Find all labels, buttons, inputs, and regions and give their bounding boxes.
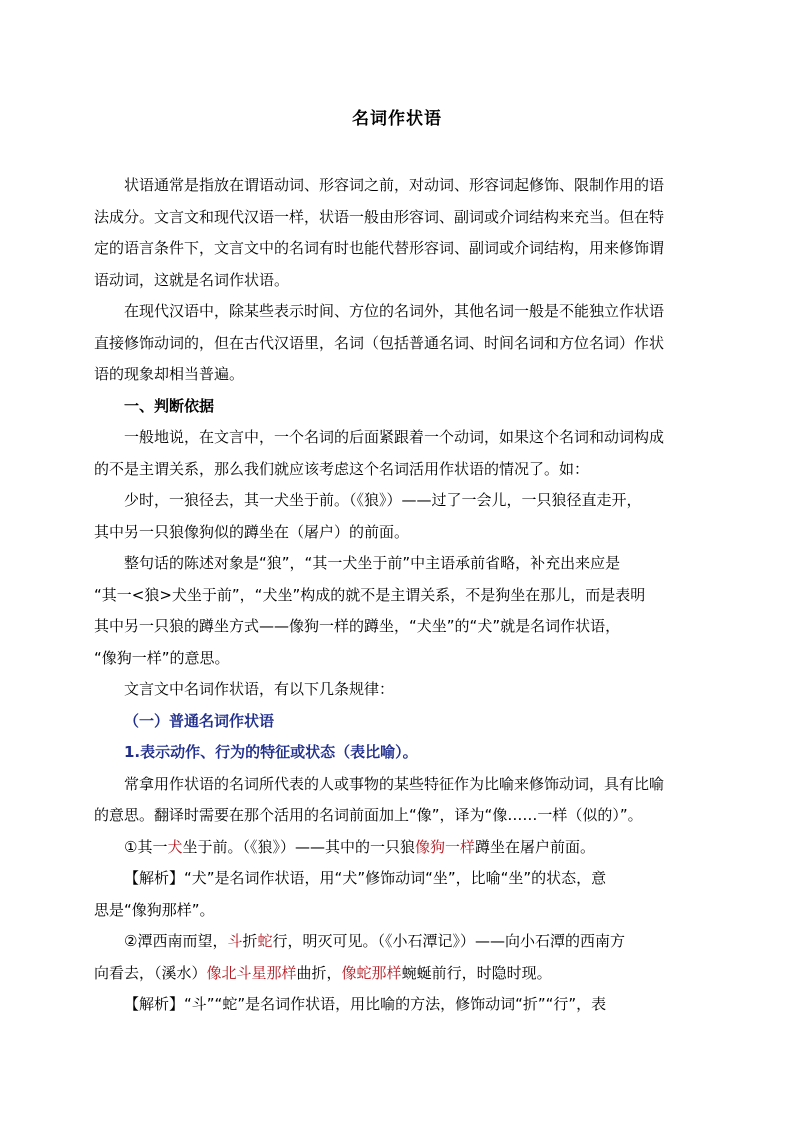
example-text: 向看去，（溪水） [94,963,207,982]
analysis-line: 【解析】“斗”“蛇”是名词作状语，用比喻的方法，修饰动词“折”“行”，表 [124,995,607,1013]
paragraph-line: 语动词，这就是名词作状语。 [94,270,290,289]
example-text: 坐于前。（《狼》）——其中的一只狼 [182,837,415,856]
highlight-word: 犬 [167,837,183,856]
paragraph-line: 文言文中名词作状语，有以下几条规律： [124,680,395,698]
highlight-word: 蛇 [257,932,273,950]
analysis-line: 【解析】“犬”是名词作状语，用“犬”修饰动词“坐”，比喻“坐”的状态，意 [124,869,607,887]
rule-heading: 1.表示动作、行为的特征或状态（表比喻）。 [124,743,418,761]
paragraph-line: 状语通常是指放在谓语动词、形容词之前，对动词、形容词起修饰、限制作用的语 [124,176,665,194]
example-text: ②潭西南而望， [124,932,228,950]
paragraph-line: 一般地说，在文言中，一个名词的后面紧跟着一个动词，如果这个名词和动词构成 [124,428,665,446]
subsection-heading: （一）普通名词作状语 [124,711,275,730]
section-heading: 一、判断依据 [124,396,215,415]
paragraph-line: 定的语言条件下，文言文中的名词有时也能代替形容词、副词或介词结构，用来修饰谓 [94,239,665,257]
document-body [94,170,708,1021]
example-text: ①其一 [124,837,168,856]
example-line [94,958,708,990]
highlight-word: 像狗一样 [414,837,475,856]
example-text: 行，明灭可见。（《小石潭记》）——向小石潭的西南方 [272,932,626,950]
highlight-word: 斗 [227,932,243,950]
paragraph-line: 整句话的陈述对象是“狼”，“其一犬坐于前”中主语承前省略，补充出来应是 [124,554,621,572]
paragraph-line: “其一<狼>犬坐于前”，“犬坐”构成的就不是主谓关系，不是狗坐在那儿，而是表明 [94,585,646,604]
paragraph-line: “像狗一样”的意思。 [94,648,230,667]
example-text: 曲折， [296,963,342,982]
example-text: 蜿蜒前行，时隐时现。 [401,963,552,982]
highlight-word: 像北斗星那样 [206,963,297,982]
paragraph-line: 语的现象却相当普遍。 [94,365,245,383]
example-line [94,832,708,864]
example-line [94,926,708,958]
paragraph-line: 的不是主谓关系，那么我们就应该考虑这个名词活用作状语的情况了。如： [94,459,590,478]
highlight-word: 像蛇那样 [341,963,402,982]
example-text: 蹲坐在屠户前面。 [475,837,596,856]
paragraph-line: 的意思。翻译时需要在那个活用的名词前面加上“像”，译为“像……一样（似的）”。 [94,806,643,824]
example-text: 折 [242,932,258,950]
analysis-line: 思是“像狗那样”。 [94,900,215,919]
paragraph-line: 其中另一只狼像狗似的蹲坐在（屠户）的前面。 [94,522,410,541]
paragraph-line: 在现代汉语中，除某些表示时间、方位的名词外，其他名词一般是不能独立作状语 [124,302,665,320]
paragraph-line: 常拿用作状语的名词所代表的人或事物的某些特征作为比喻来修饰动词，具有比喻 [124,774,665,793]
paragraph-line: 其中另一只狼的蹲坐方式——像狗一样的蹲坐，“犬坐”的“犬”就是名词作状语， [94,617,621,635]
paragraph-line: 少时，一狼径去，其一犬坐于前。（《狼》）——过了一会儿，一只狼径直走开， [124,491,642,509]
paragraph-line: 法成分。文言文和现代汉语一样，状语一般由形容词、副词或介词结构来充当。但在特 [94,207,665,226]
page-title: 名词作状语 [352,109,442,129]
paragraph-line: 直接修饰动词的，但在古代汉语里，名词（包括普通名词、时间名词和方位名词）作状 [94,333,665,352]
